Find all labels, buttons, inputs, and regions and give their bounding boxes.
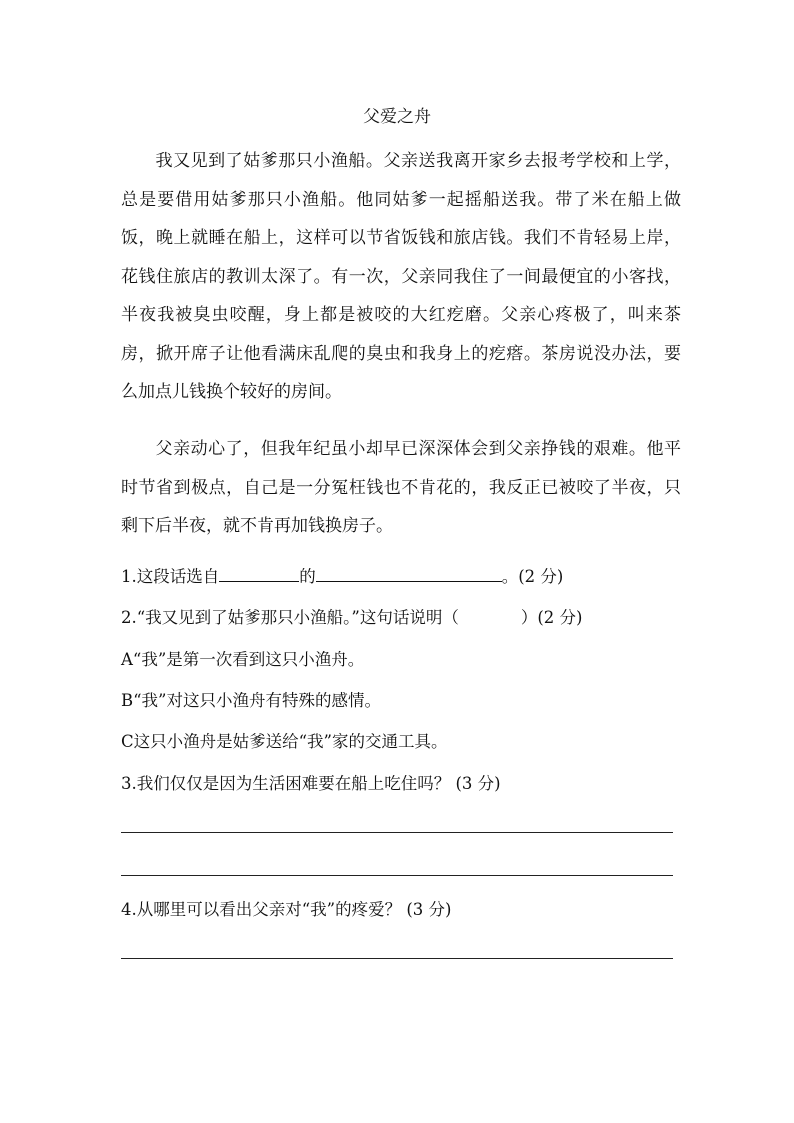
question-1-prefix: 1.这段话选自 [121,567,220,586]
passage-title: 父爱之舟 [363,107,431,127]
question-2-option-c: C这只小渔舟是姑爹送给“我”家的交通工具。 [121,732,448,751]
question-2 [121,607,701,629]
passage-paragraph-1 [121,142,681,412]
question-1 [121,565,701,588]
question-1-middle: 的 [299,567,316,586]
question-1-blank-source[interactable] [219,565,299,582]
question-3: 3.我们仅仅是因为生活困难要在船上吃住吗？ (3 分) [121,774,501,793]
question-3-answer-line[interactable] [121,875,673,876]
question-4: 4.从哪里可以看出父亲对“我”的疼爱？ (3 分) [121,900,452,919]
question-3-answer-line[interactable] [121,832,673,833]
question-4-answer-line[interactable] [121,958,673,959]
question-2-tail: ）(2 分) [520,608,583,627]
passage-paragraph-2 [121,430,681,546]
paragraph-1-text: 我又见到了姑爹那只小渔船。父亲送我离开家乡去报考学校和上学，总是要借用姑爹那只小渔船。他同姑爹一起摇船送我。带了米在船上做饭，晚上就睡在船上，这样可以节省饭钱和旅店钱。我们不肯轻易上岸，花钱住旅店的教训太深了。有一次，父亲同我住了一间最便宜的小客找，半夜我被臭虫咬醒，身上都是被咬的大红疙磨。父亲心疼极了，叫来茶房，掀开席子让他看满床乱爬的臭虫和我身上的疙瘩。茶房说没办法，要么加点儿钱换个较好的房间。 [121,151,681,402]
question-2-option-a: A“我”是第一次看到这只小渔舟。 [121,650,365,669]
paragraph-2-text: 父亲动心了，但我年纪虽小却早已深深体会到父亲挣钱的艰难。他平时节省到极点，自己是一分冤枉钱也不肯花的，我反正已被咬了半夜，只剩下后半夜，就不肯再加钱换房子。 [121,439,681,536]
question-2-stem: 2.“我又见到了姑爹那只小渔船。”这句话说明（ [121,608,459,627]
question-1-blank-author[interactable] [316,565,502,582]
question-2-option-b: B“我”对这只小渔舟有特殊的感情。 [121,691,381,710]
question-1-suffix: 。(2 分) [501,567,564,586]
